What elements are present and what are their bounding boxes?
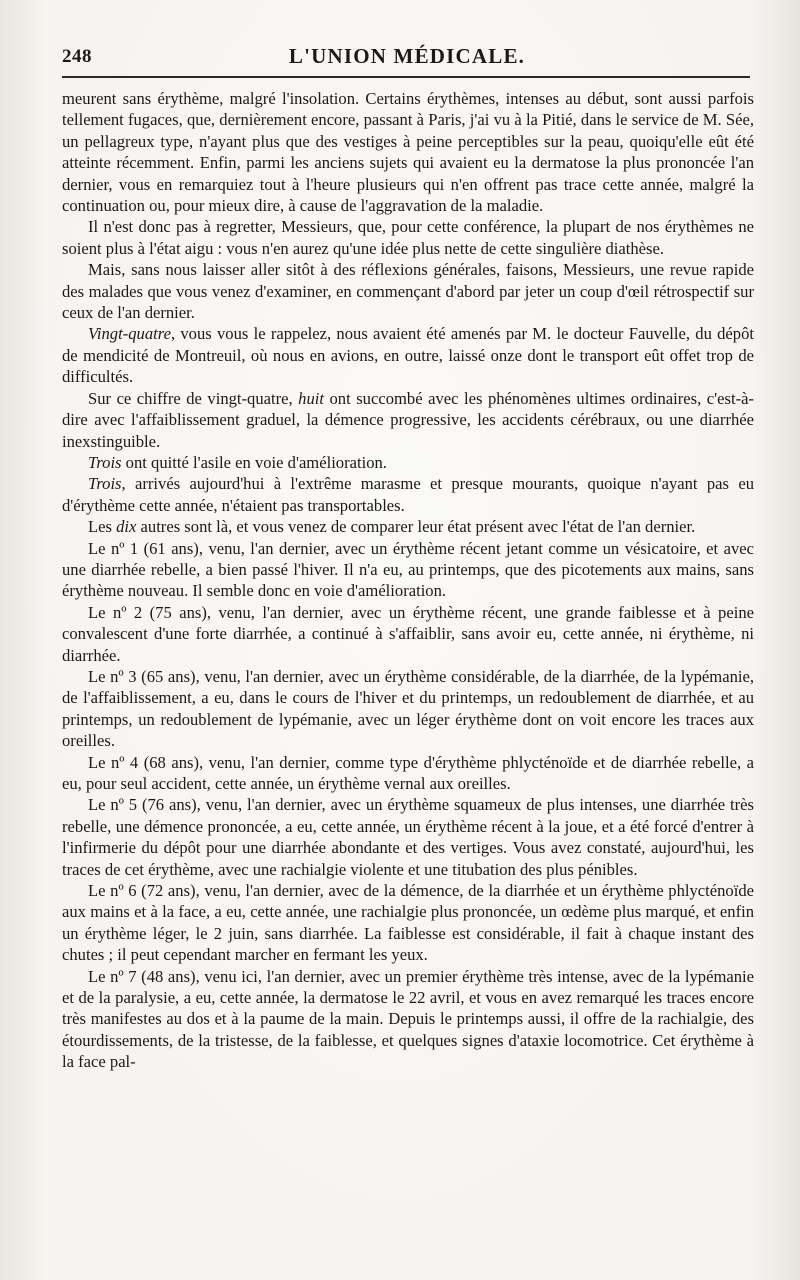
running-head: [62, 44, 752, 74]
text-run: autres sont là, et vous venez de comparer leur état présent avec l'état de l'an dernier.: [136, 517, 696, 537]
text-run: Mais, sans nous laisser aller sitôt à des réflexions générales, faisons, Messieurs, une revue rapide des malades que vous venez d'examiner, en commençant d'abord par jeter un coup d'œil rétrospectif sur ceux de l'an dernier.: [62, 260, 754, 323]
paragraph: [62, 473, 754, 516]
paragraph: [62, 216, 754, 259]
text-run: Il n'est donc pas à regretter, Messieurs, que, pour cette conférence, la plupart de nos érythèmes ne soient plus à l'état aigu : vous n'en aurez qu'une idée plus nette de cette singulière diathèse.: [62, 217, 754, 258]
text-run: ont quitté l'asile en voie d'amélioration.: [121, 452, 387, 472]
italic-text: Trois: [88, 474, 122, 494]
paragraph: [62, 323, 754, 387]
text-run: Le nº 3 (65 ans), venu, l'an dernier, avec un érythème considérable, de la diarrhée, de la lypémanie, de l'affaiblissement, a eu, dans le cours de l'hiver et du printemps, un redoublement de diarrhée, et au printemps, un redoublement de lypémanie, avec un léger érythème dont on voit encore les traces aux oreilles.: [62, 666, 754, 751]
journal-title: L'UNION MÉDICALE.: [288, 44, 526, 68]
paragraph: [62, 880, 754, 966]
text-run: Sur ce chiffre de vingt-quatre,: [88, 388, 299, 408]
paragraph: [62, 666, 754, 752]
text-run: , vous vous le rappelez, nous avaient été amenés par M. le docteur Fauvelle, du dépôt de mendicité de Montreuil, où nous en avions, en outre, laissé onze dont le transport eût offet trop de difficultés.: [62, 324, 754, 387]
paragraph: [62, 88, 754, 216]
paragraph: [62, 516, 754, 537]
paragraph: [62, 602, 754, 666]
italic-text: huit: [298, 388, 324, 408]
paragraph: [62, 966, 754, 1073]
paragraph: [62, 259, 754, 323]
paragraph: [62, 794, 754, 880]
paragraph: [62, 538, 754, 602]
text-run: Le nº 1 (61 ans), venu, l'an dernier, avec un érythème récent jetant comme un vésicatoire, et avec une diarrhée rebelle, a bien passé l'hiver. Il n'a eu, au printemps, que des picotements aux mains, sans érythème nouveau. Il semble donc en voie d'amélioration.: [62, 538, 754, 601]
text-run: Le nº 7 (48 ans), venu ici, l'an dernier, avec un premier érythème très intense, avec de la lypémanie et de la paralysie, a eu, cette année, la dermatose le 22 avril, et vous en avez remarqué les traces encore très manifestes au dos et à la paume de la main. Depuis le printemps aussi, il offre de la rachialgie, des étourdissements, de la tristesse, de la faiblesse, et quelques signes d'ataxie locomotrice. Cet érythème à la face pal-: [62, 966, 754, 1072]
text-run: Le nº 5 (76 ans), venu, l'an dernier, avec un érythème squameux de plus intenses, une diarrhée très rebelle, une démence prononcée, a eu, cette année, un érythème récent à la joue, et a été forcé d'entrer à l'infirmerie du dépôt pour une diarrhée abondante et des vertiges. Vous avez constaté, aujourd'hui, les traces de cet érythème, avec une rachialgie violente et une titubation des plus pénibles.: [62, 795, 754, 879]
text-run: Le nº 4 (68 ans), venu, l'an dernier, comme type d'érythème phlycténoïde et de diarrhée rebelle, a eu, pour seul accident, cette année, un érythème vernal aux oreilles.: [62, 752, 754, 793]
paragraph: [62, 752, 754, 795]
text-run: meurent sans érythème, malgré l'insolation. Certains érythèmes, intenses au début, sont aussi parfois tellement fugaces, que, dernièrement encore, passant à Paris, j'ai vu à la Pitié, dans le service de M. Sée, un pellagreux type, n'ayant plus que des vestiges à peine perceptibles sur la peau, quoiqu'elle eût été atteinte récemment. Enfin, parmi les anciens sujets qui avaient eu la dermatose la plus prononcée l'an dernier, vous en remarquiez tout à l'heure plusieurs qui n'en offrent pas trace cette année, malgré la continuation ou, pour mieux dire, à cause de l'aggravation de la maladie.: [62, 89, 754, 216]
italic-text: Trois: [88, 452, 122, 472]
text-run: Les: [88, 517, 117, 537]
paragraph: [62, 452, 754, 473]
text-run: Le nº 2 (75 ans), venu, l'an dernier, avec un érythème récent, une grande faiblesse et à peine convalescent d'une forte diarrhée, a continué à s'affaiblir, sans avoir eu, cette année, ni érythème, ni diarrhée.: [62, 602, 754, 665]
page-number: 248: [62, 46, 92, 67]
article-body: [62, 88, 754, 1073]
italic-text: Vingt-quatre: [88, 324, 171, 344]
header-rule: [62, 76, 750, 78]
text-run: ont succombé avec les phénomènes ultimes ordinaires, c'est-à-dire avec l'affaiblissement graduel, la démence progressive, les accidents cérébraux, ou une diarrhée inexstinguible.: [62, 388, 754, 451]
text-run: Le nº 6 (72 ans), venu, l'an dernier, avec de la démence, de la diarrhée et un érythème phlycténoïde aux mains et à la face, a eu, cette année, une rachialgie plus prononcée, un œdème plus marqué, et enfin un érythème léger, le 2 juin, sans diarrhée. La faiblesse est considérable, il fait à chaque instant des chutes ; il peut cependant marcher en fermant les yeux.: [62, 881, 754, 965]
text-run: , arrivés aujourd'hui à l'extrême marasme et presque mourants, quoique n'ayant pas eu d'érythème cette année, n'étaient pas transportables.: [62, 474, 754, 515]
paragraph: [62, 388, 754, 452]
italic-text: dix: [116, 517, 137, 537]
